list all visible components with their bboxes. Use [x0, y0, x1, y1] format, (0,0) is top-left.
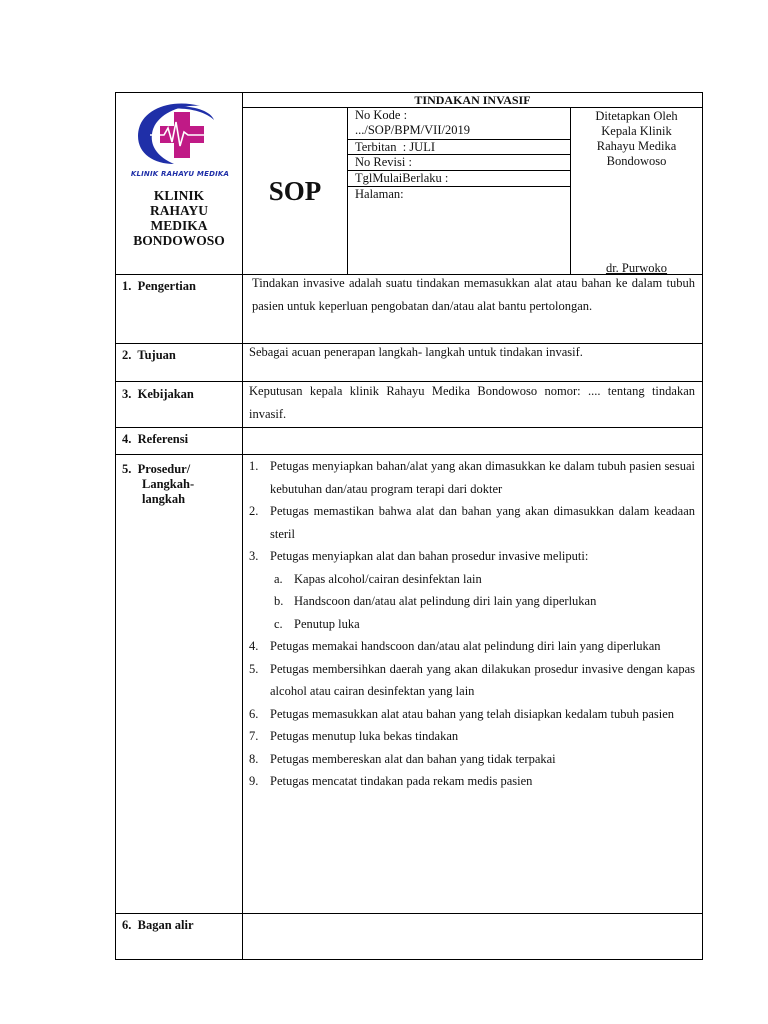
- procedure-step: [244, 500, 695, 545]
- section-label-prosedur: [122, 462, 194, 507]
- procedure-step: [244, 748, 695, 771]
- step-text: Petugas menutup luka bekas tindakan: [270, 729, 459, 743]
- procedure-step: [244, 455, 695, 500]
- step-number: 1.: [249, 459, 259, 473]
- section-label-bagan-alir: 6. Bagan alir: [122, 918, 194, 932]
- step-text: Petugas memastikan bahwa alat dan bahan yang akan dimasukkan dalam keadaan steril: [270, 504, 695, 541]
- procedure-step: [244, 658, 695, 703]
- step-text: Petugas menyiapkan bahan/alat yang akan dimasukkan ke dalam tubuh pasien sesuai kebutuhan dan/atau program terapi dari dokter: [270, 459, 695, 496]
- clinic-logo: [130, 98, 230, 182]
- procedure-step: [244, 635, 695, 658]
- prosedur-label-line: Langkah-: [142, 477, 195, 491]
- step-text: Petugas membereskan alat dan bahan yang tidak terpakai: [270, 751, 556, 766]
- procedure-substep: [244, 568, 695, 591]
- tgl-mulai-berlaku: TglMulaiBerlaku :: [355, 171, 449, 185]
- no-kode-label: No Kode :: [355, 108, 408, 122]
- step-number: 4.: [249, 639, 259, 653]
- section-label-tujuan: 2. Tujuan: [122, 348, 176, 362]
- procedure-step: [244, 770, 695, 793]
- procedure-step: [244, 545, 695, 568]
- substep-letter: c.: [274, 616, 283, 631]
- section-text-pengertian: Tindakan invasive adalah suatu tindakan memasukkan alat atau bahan ke dalam tubuh pasien untuk keperluan pengobatan dan/atau alat bantu pertolongan.: [252, 276, 695, 313]
- step-number: 2.: [249, 504, 259, 518]
- approval-line: Ditetapkan Oleh: [595, 109, 678, 123]
- step-number: 9.: [249, 774, 259, 788]
- section-text-tujuan: Sebagai acuan penerapan langkah- langkah untuk tindakan invasif.: [249, 345, 583, 359]
- step-text: Petugas membersihkan daerah yang akan dilakukan prosedur invasive dengan kapas alcohol atau cairan desinfektan yang lain: [270, 661, 695, 698]
- procedure-step: [244, 725, 695, 748]
- section-text-kebijakan: Keputusan kepala klinik Rahayu Medika Bondowoso nomor: .... tentang tindakan invasif.: [249, 384, 695, 421]
- step-text: Petugas memakai handscoon dan/atau alat pelindung diri lain yang diperlukan: [270, 639, 661, 653]
- substep-letter: a.: [274, 571, 283, 586]
- no-kode-value: .../SOP/BPM/VII/2019: [355, 123, 470, 137]
- procedure-substep: [244, 590, 695, 613]
- clinic-name-line: BONDOWOSO: [133, 233, 225, 248]
- section-label-referensi: 4. Referensi: [122, 432, 189, 446]
- substep-letter: b.: [274, 594, 284, 608]
- approval-block: [571, 109, 702, 169]
- step-number: 3.: [249, 549, 259, 563]
- approval-line: Bondowoso: [606, 154, 667, 168]
- step-number: 6.: [249, 706, 259, 721]
- terbitan: Terbitan : JULI: [355, 140, 436, 154]
- procedure-steps: [244, 455, 695, 793]
- no-revisi: No Revisi :: [355, 155, 412, 169]
- substep-text: Kapas alcohol/cairan desinfektan lain: [294, 571, 482, 586]
- substep-text: Handscoon dan/atau alat pelindung diri lain yang diperlukan: [294, 594, 597, 608]
- document-title: TINDAKAN INVASIF: [414, 93, 531, 107]
- section-label-kebijakan: 3. Kebijakan: [122, 387, 194, 401]
- step-text: Petugas memasukkan alat atau bahan yang telah disiapkan kedalam tubuh pasien: [270, 706, 675, 721]
- procedure-substep: [244, 613, 695, 636]
- sop-label: SOP: [268, 176, 322, 206]
- substep-text: Penutup luka: [294, 616, 360, 631]
- approval-line: Rahayu Medika: [596, 139, 677, 153]
- step-number: 5.: [249, 661, 259, 676]
- signer-name: dr. Purwoko: [605, 261, 668, 275]
- step-number: 8.: [249, 751, 259, 766]
- procedure-step: [244, 703, 695, 726]
- step-number: 7.: [249, 729, 259, 743]
- clinic-name-line: KLINIK: [153, 188, 205, 203]
- halaman: Halaman:: [355, 187, 404, 201]
- step-text: Petugas mencatat tindakan pada rekam medis pasien: [270, 774, 533, 788]
- logo-caption: KLINIK RAHAYU MEDIKA: [130, 170, 230, 178]
- approval-line: Kepala Klinik: [601, 124, 672, 138]
- clinic-name-line: MEDIKA: [150, 218, 208, 233]
- step-text: Petugas menyiapkan alat dan bahan prosedur invasive meliputi:: [270, 549, 589, 563]
- clinic-name: [116, 188, 242, 248]
- prosedur-label-line: langkah: [142, 492, 186, 506]
- prosedur-label-line: 5. Prosedur/: [122, 462, 191, 476]
- section-label-pengertian: 1. Pengertian: [122, 279, 196, 293]
- clinic-name-line: RAHAYU: [149, 203, 208, 218]
